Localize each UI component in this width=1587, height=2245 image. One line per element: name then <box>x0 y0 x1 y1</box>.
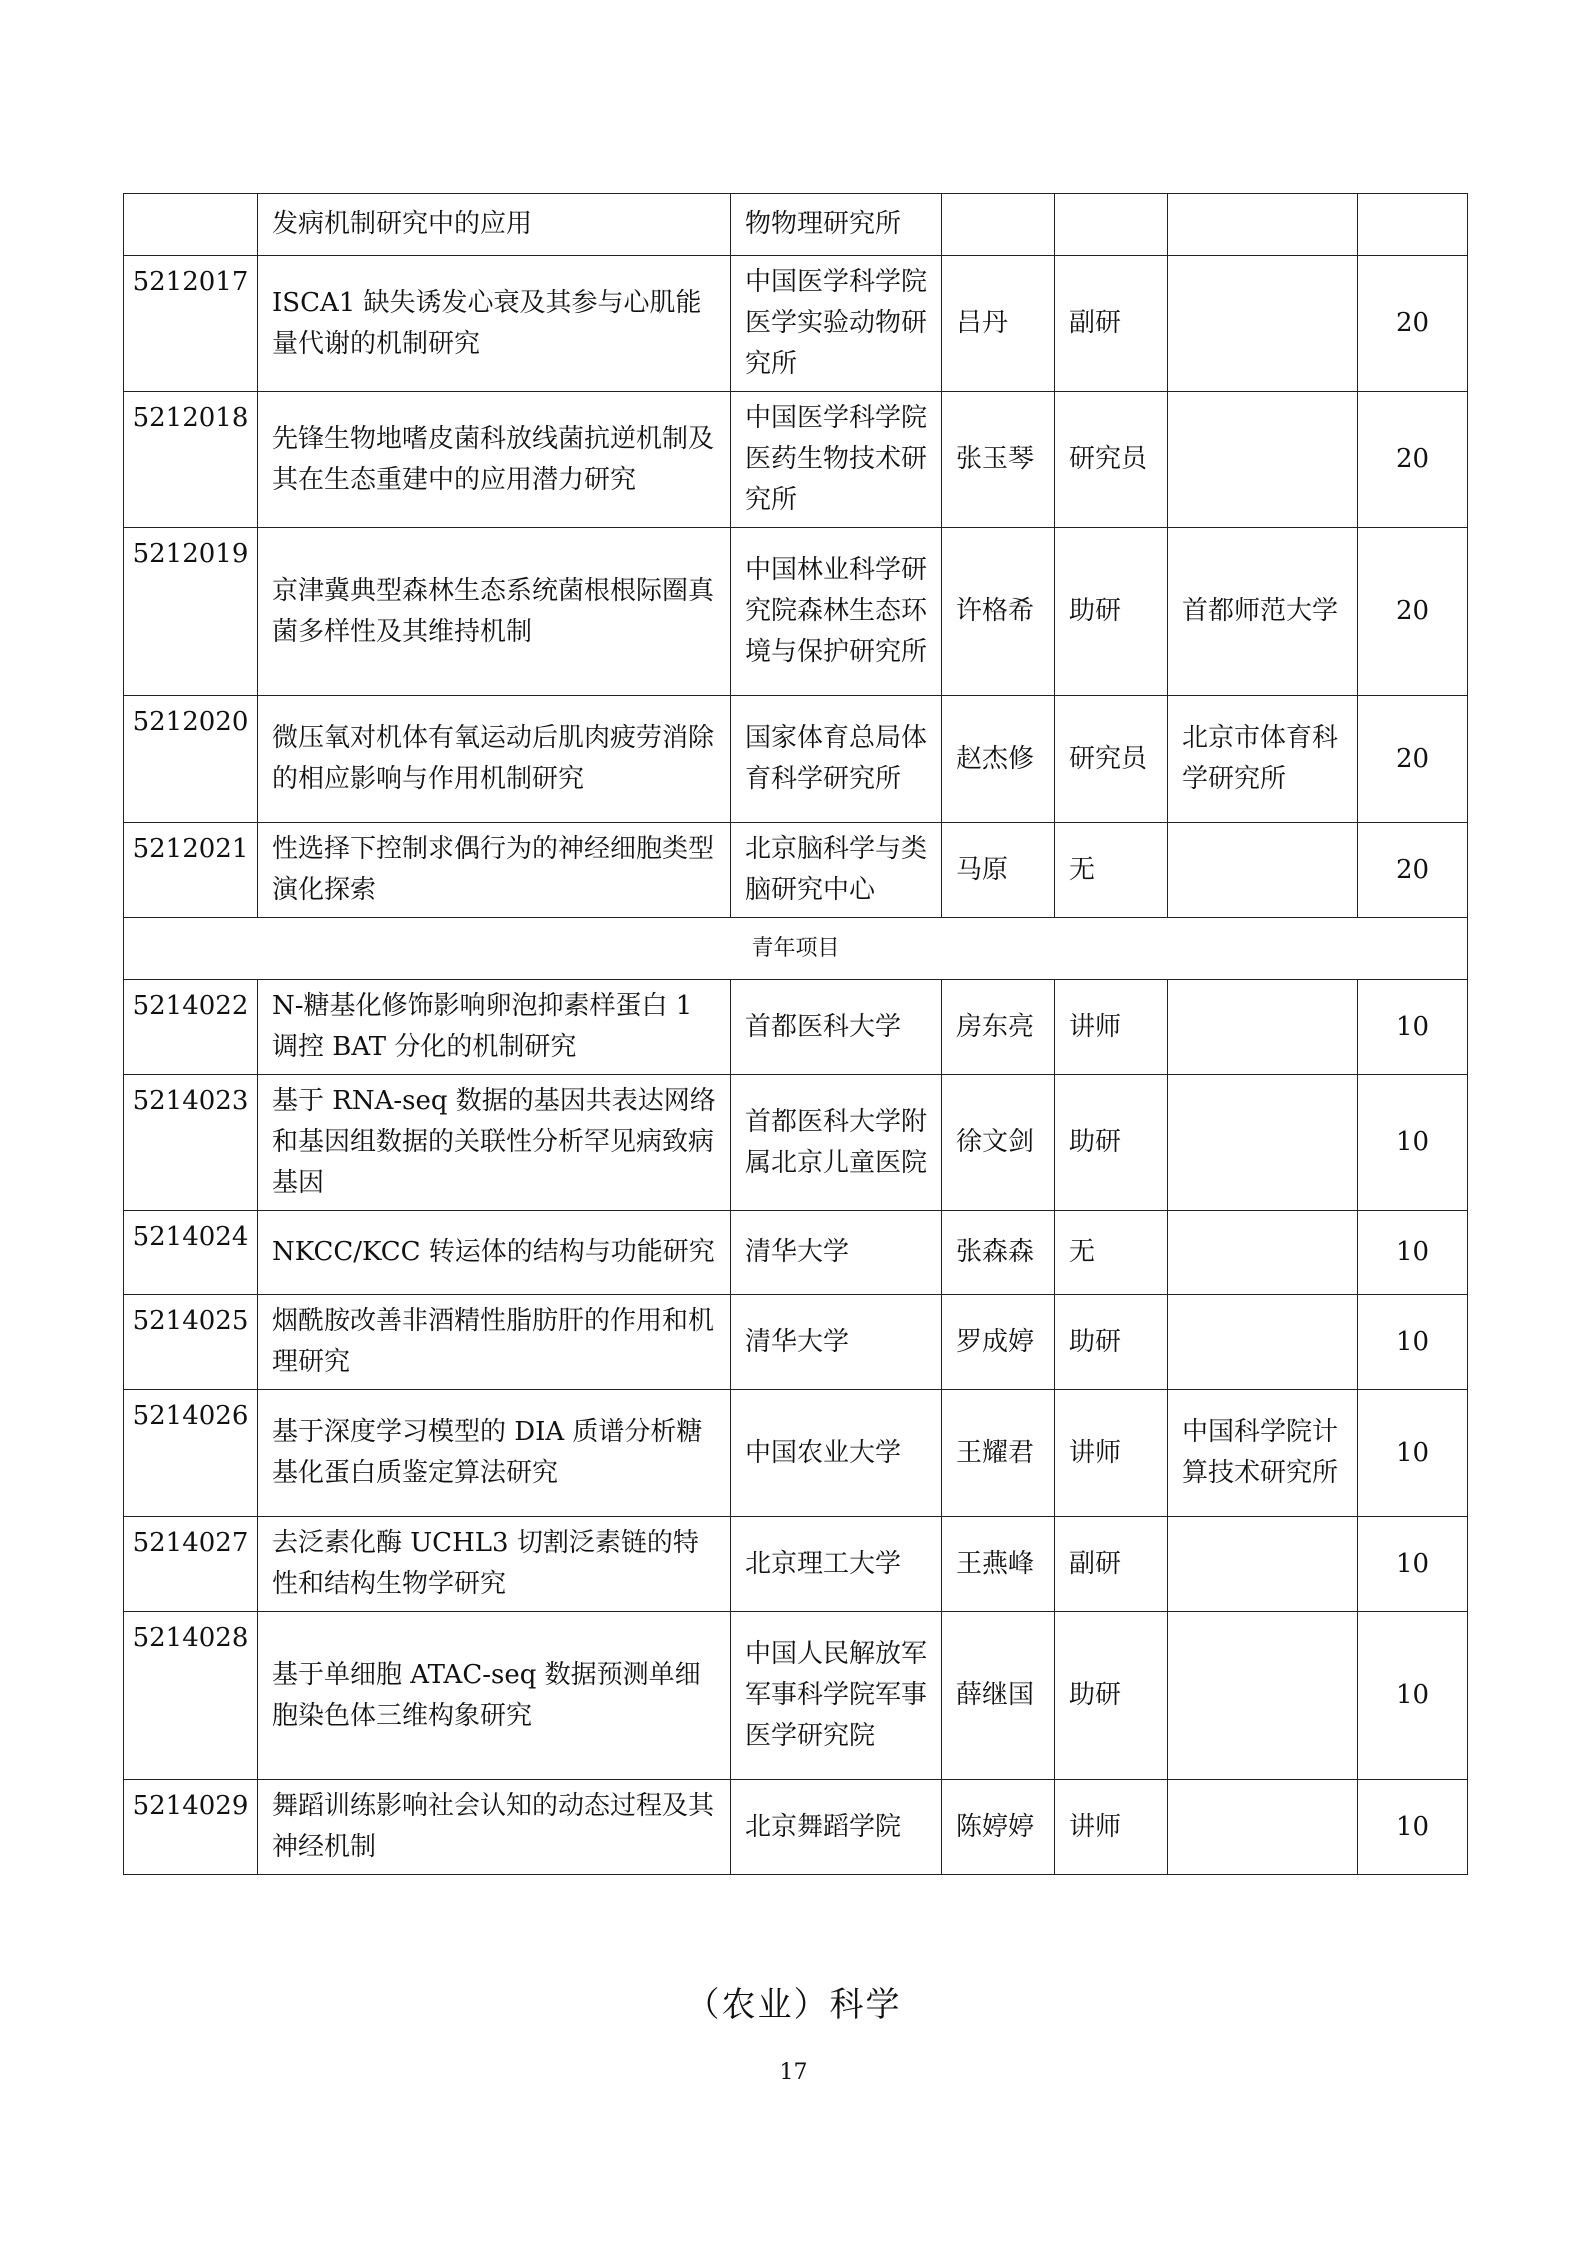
host-unit: 首都医科大学附属北京儿童医院 <box>731 1075 942 1211</box>
funding: 10 <box>1358 1517 1468 1612</box>
table-row <box>124 1211 1468 1295</box>
host-unit: 中国人民解放军军事科学院军事医学研究院 <box>731 1612 942 1780</box>
project-title: 去泛素化酶 UCHL3 切割泛素链的特性和结构生物学研究 <box>258 1517 731 1612</box>
host-unit: 中国林业科学研究院森林生态环境与保护研究所 <box>731 528 942 696</box>
leader-name: 张玉琴 <box>942 392 1055 528</box>
host-unit: 中国农业大学 <box>731 1390 942 1517</box>
leader-title: 研究员 <box>1055 392 1168 528</box>
funding: 10 <box>1358 1390 1468 1517</box>
coop-unit <box>1168 1517 1358 1612</box>
leader-title: 副研 <box>1055 256 1168 392</box>
host-unit: 首都医科大学 <box>731 980 942 1075</box>
table-row <box>124 1517 1468 1612</box>
page-number: 17 <box>779 2060 808 2085</box>
project-title: 微压氧对机体有氧运动后肌肉疲劳消除的相应影响与作用机制研究 <box>258 696 731 823</box>
project-id: 5212019 <box>124 528 258 696</box>
coop-unit <box>1168 1780 1358 1875</box>
coop-unit <box>1168 980 1358 1075</box>
coop-unit <box>1168 1612 1358 1780</box>
project-id: 5212017 <box>124 256 258 392</box>
leader-title: 研究员 <box>1055 696 1168 823</box>
leader-title: 无 <box>1055 823 1168 918</box>
funding: 10 <box>1358 1211 1468 1295</box>
funding: 20 <box>1358 696 1468 823</box>
leader-name: 陈婷婷 <box>942 1780 1055 1875</box>
leader-name: 王燕峰 <box>942 1517 1055 1612</box>
table-row <box>124 1390 1468 1517</box>
project-title: 性选择下控制求偶行为的神经细胞类型演化探索 <box>258 823 731 918</box>
leader-name: 马原 <box>942 823 1055 918</box>
project-table <box>123 193 1468 1875</box>
leader-name: 赵杰修 <box>942 696 1055 823</box>
leader-name: 王耀君 <box>942 1390 1055 1517</box>
table-row <box>124 1075 1468 1211</box>
funding: 20 <box>1358 823 1468 918</box>
coop-unit <box>1168 194 1358 256</box>
funding: 20 <box>1358 528 1468 696</box>
leader-name: 罗成婷 <box>942 1295 1055 1390</box>
project-id: 5214022 <box>124 980 258 1075</box>
project-title: 基于深度学习模型的 DIA 质谱分析糖基化蛋白质鉴定算法研究 <box>258 1390 731 1517</box>
leader-name <box>942 194 1055 256</box>
section-heading: 青年项目 <box>124 918 1468 980</box>
next-section-title: （农业）科学 <box>685 1985 902 2025</box>
project-id: 5214029 <box>124 1780 258 1875</box>
leader-title: 助研 <box>1055 1295 1168 1390</box>
host-unit: 北京脑科学与类脑研究中心 <box>731 823 942 918</box>
funding: 10 <box>1358 980 1468 1075</box>
host-unit: 国家体育总局体育科学研究所 <box>731 696 942 823</box>
table-row <box>124 980 1468 1075</box>
table-row <box>124 194 1468 256</box>
project-id: 5214028 <box>124 1612 258 1780</box>
host-unit: 清华大学 <box>731 1295 942 1390</box>
coop-unit <box>1168 256 1358 392</box>
leader-title: 讲师 <box>1055 1780 1168 1875</box>
host-unit: 物物理研究所 <box>731 194 942 256</box>
leader-title: 讲师 <box>1055 1390 1168 1517</box>
host-unit: 清华大学 <box>731 1211 942 1295</box>
project-title: 发病机制研究中的应用 <box>258 194 731 256</box>
host-unit: 北京理工大学 <box>731 1517 942 1612</box>
table-row <box>124 696 1468 823</box>
coop-unit: 北京市体育科学研究所 <box>1168 696 1358 823</box>
funding: 10 <box>1358 1075 1468 1211</box>
project-id: 5212018 <box>124 392 258 528</box>
coop-unit <box>1168 392 1358 528</box>
table-row <box>124 528 1468 696</box>
coop-unit <box>1168 1211 1358 1295</box>
project-id: 5212021 <box>124 823 258 918</box>
coop-unit <box>1168 1295 1358 1390</box>
leader-title: 讲师 <box>1055 980 1168 1075</box>
coop-unit: 中国科学院计算技术研究所 <box>1168 1390 1358 1517</box>
table-row <box>124 1612 1468 1780</box>
project-title: NKCC/KCC 转运体的结构与功能研究 <box>258 1211 731 1295</box>
project-id: 5214026 <box>124 1390 258 1517</box>
coop-unit <box>1168 1075 1358 1211</box>
leader-name: 薛继国 <box>942 1612 1055 1780</box>
funding: 10 <box>1358 1780 1468 1875</box>
leader-name: 房东亮 <box>942 980 1055 1075</box>
leader-title: 无 <box>1055 1211 1168 1295</box>
funding: 10 <box>1358 1612 1468 1780</box>
coop-unit <box>1168 823 1358 918</box>
project-id <box>124 194 258 256</box>
project-id: 5212020 <box>124 696 258 823</box>
leader-title: 副研 <box>1055 1517 1168 1612</box>
project-title: 基于 RNA-seq 数据的基因共表达网络和基因组数据的关联性分析罕见病致病基因 <box>258 1075 731 1211</box>
project-title: 舞蹈训练影响社会认知的动态过程及其神经机制 <box>258 1780 731 1875</box>
table-row <box>124 1780 1468 1875</box>
project-title: 烟酰胺改善非酒精性脂肪肝的作用和机理研究 <box>258 1295 731 1390</box>
leader-title: 助研 <box>1055 528 1168 696</box>
host-unit: 中国医学科学院医学实验动物研究所 <box>731 256 942 392</box>
section-row <box>124 918 1468 980</box>
table-row <box>124 256 1468 392</box>
leader-name: 徐文剑 <box>942 1075 1055 1211</box>
funding: 20 <box>1358 392 1468 528</box>
project-title: N-糖基化修饰影响卵泡抑素样蛋白 1 调控 BAT 分化的机制研究 <box>258 980 731 1075</box>
leader-name: 许格希 <box>942 528 1055 696</box>
table-row <box>124 823 1468 918</box>
host-unit: 中国医学科学院医药生物技术研究所 <box>731 392 942 528</box>
table-row <box>124 1295 1468 1390</box>
project-id: 5214024 <box>124 1211 258 1295</box>
leader-title <box>1055 194 1168 256</box>
project-title: ISCA1 缺失诱发心衰及其参与心肌能量代谢的机制研究 <box>258 256 731 392</box>
leader-title: 助研 <box>1055 1612 1168 1780</box>
project-title: 先锋生物地嗜皮菌科放线菌抗逆机制及其在生态重建中的应用潜力研究 <box>258 392 731 528</box>
coop-unit: 首都师范大学 <box>1168 528 1358 696</box>
funding <box>1358 194 1468 256</box>
project-id: 5214025 <box>124 1295 258 1390</box>
project-id: 5214027 <box>124 1517 258 1612</box>
leader-title: 助研 <box>1055 1075 1168 1211</box>
funding: 10 <box>1358 1295 1468 1390</box>
project-title: 京津冀典型森林生态系统菌根根际圈真菌多样性及其维持机制 <box>258 528 731 696</box>
project-title: 基于单细胞 ATAC-seq 数据预测单细胞染色体三维构象研究 <box>258 1612 731 1780</box>
host-unit: 北京舞蹈学院 <box>731 1780 942 1875</box>
leader-name: 张森森 <box>942 1211 1055 1295</box>
funding: 20 <box>1358 256 1468 392</box>
table-row <box>124 392 1468 528</box>
leader-name: 吕丹 <box>942 256 1055 392</box>
project-id: 5214023 <box>124 1075 258 1211</box>
